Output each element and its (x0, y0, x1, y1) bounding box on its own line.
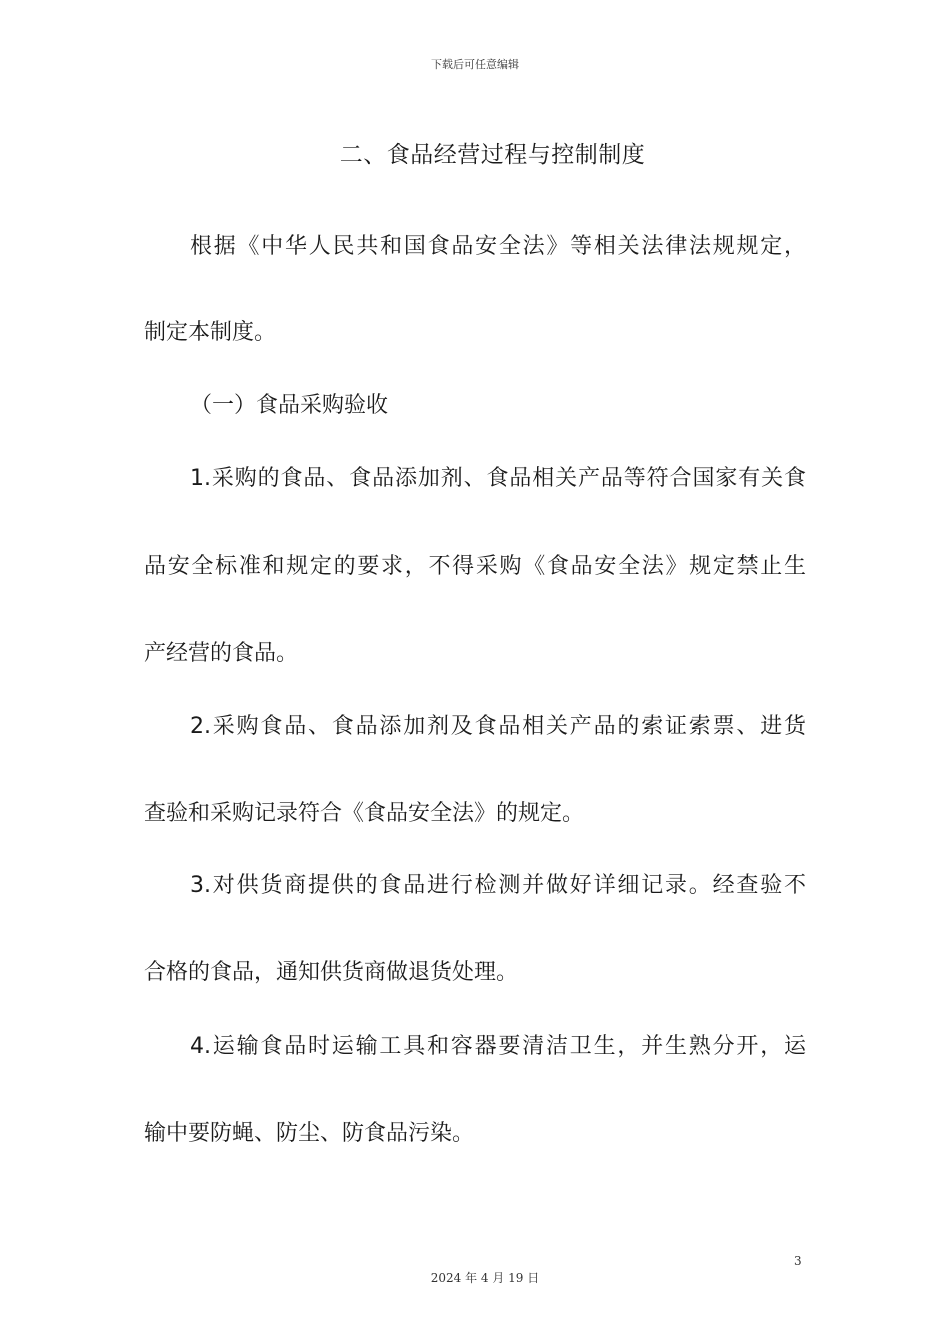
item-1-line-1: 1.采购的食品、食品添加剂、食品相关产品等符合国家有关食 (190, 466, 806, 491)
document-title: 二、食品经营过程与控制制度 (339, 142, 646, 168)
intro-line-2: 制定本制度。 (144, 320, 277, 345)
intro-line-1: 根据《中华人民共和国食品安全法》等相关法律法规规定， (190, 234, 806, 259)
header-note: 下载后可任意编辑 (431, 58, 519, 71)
item-3-line-2: 合格的食品，通知供货商做退货处理。 (144, 960, 519, 985)
item-3-line-1: 3.对供货商提供的食品进行检测并做好详细记录。经查验不 (190, 873, 806, 898)
item-1-line-2: 品安全标准和规定的要求，不得采购《食品安全法》规定禁止生 (144, 554, 806, 579)
item-2-line-1: 2.采购食品、食品添加剂及食品相关产品的索证索票、进货 (190, 714, 806, 739)
item-4-line-2: 输中要防蝇、防尘、防食品污染。 (144, 1121, 475, 1146)
item-1-line-3: 产经营的食品。 (144, 641, 299, 666)
page-number: 3 (794, 1254, 802, 1268)
item-2-line-2: 查验和采购记录符合《食品安全法》的规定。 (144, 801, 585, 826)
section-heading: （一）食品采购验收 (190, 393, 389, 418)
footer-date: 2024 年 4 月 19 日 (430, 1271, 540, 1285)
item-4-line-1: 4.运输食品时运输工具和容器要清洁卫生，并生熟分开，运 (190, 1034, 806, 1059)
